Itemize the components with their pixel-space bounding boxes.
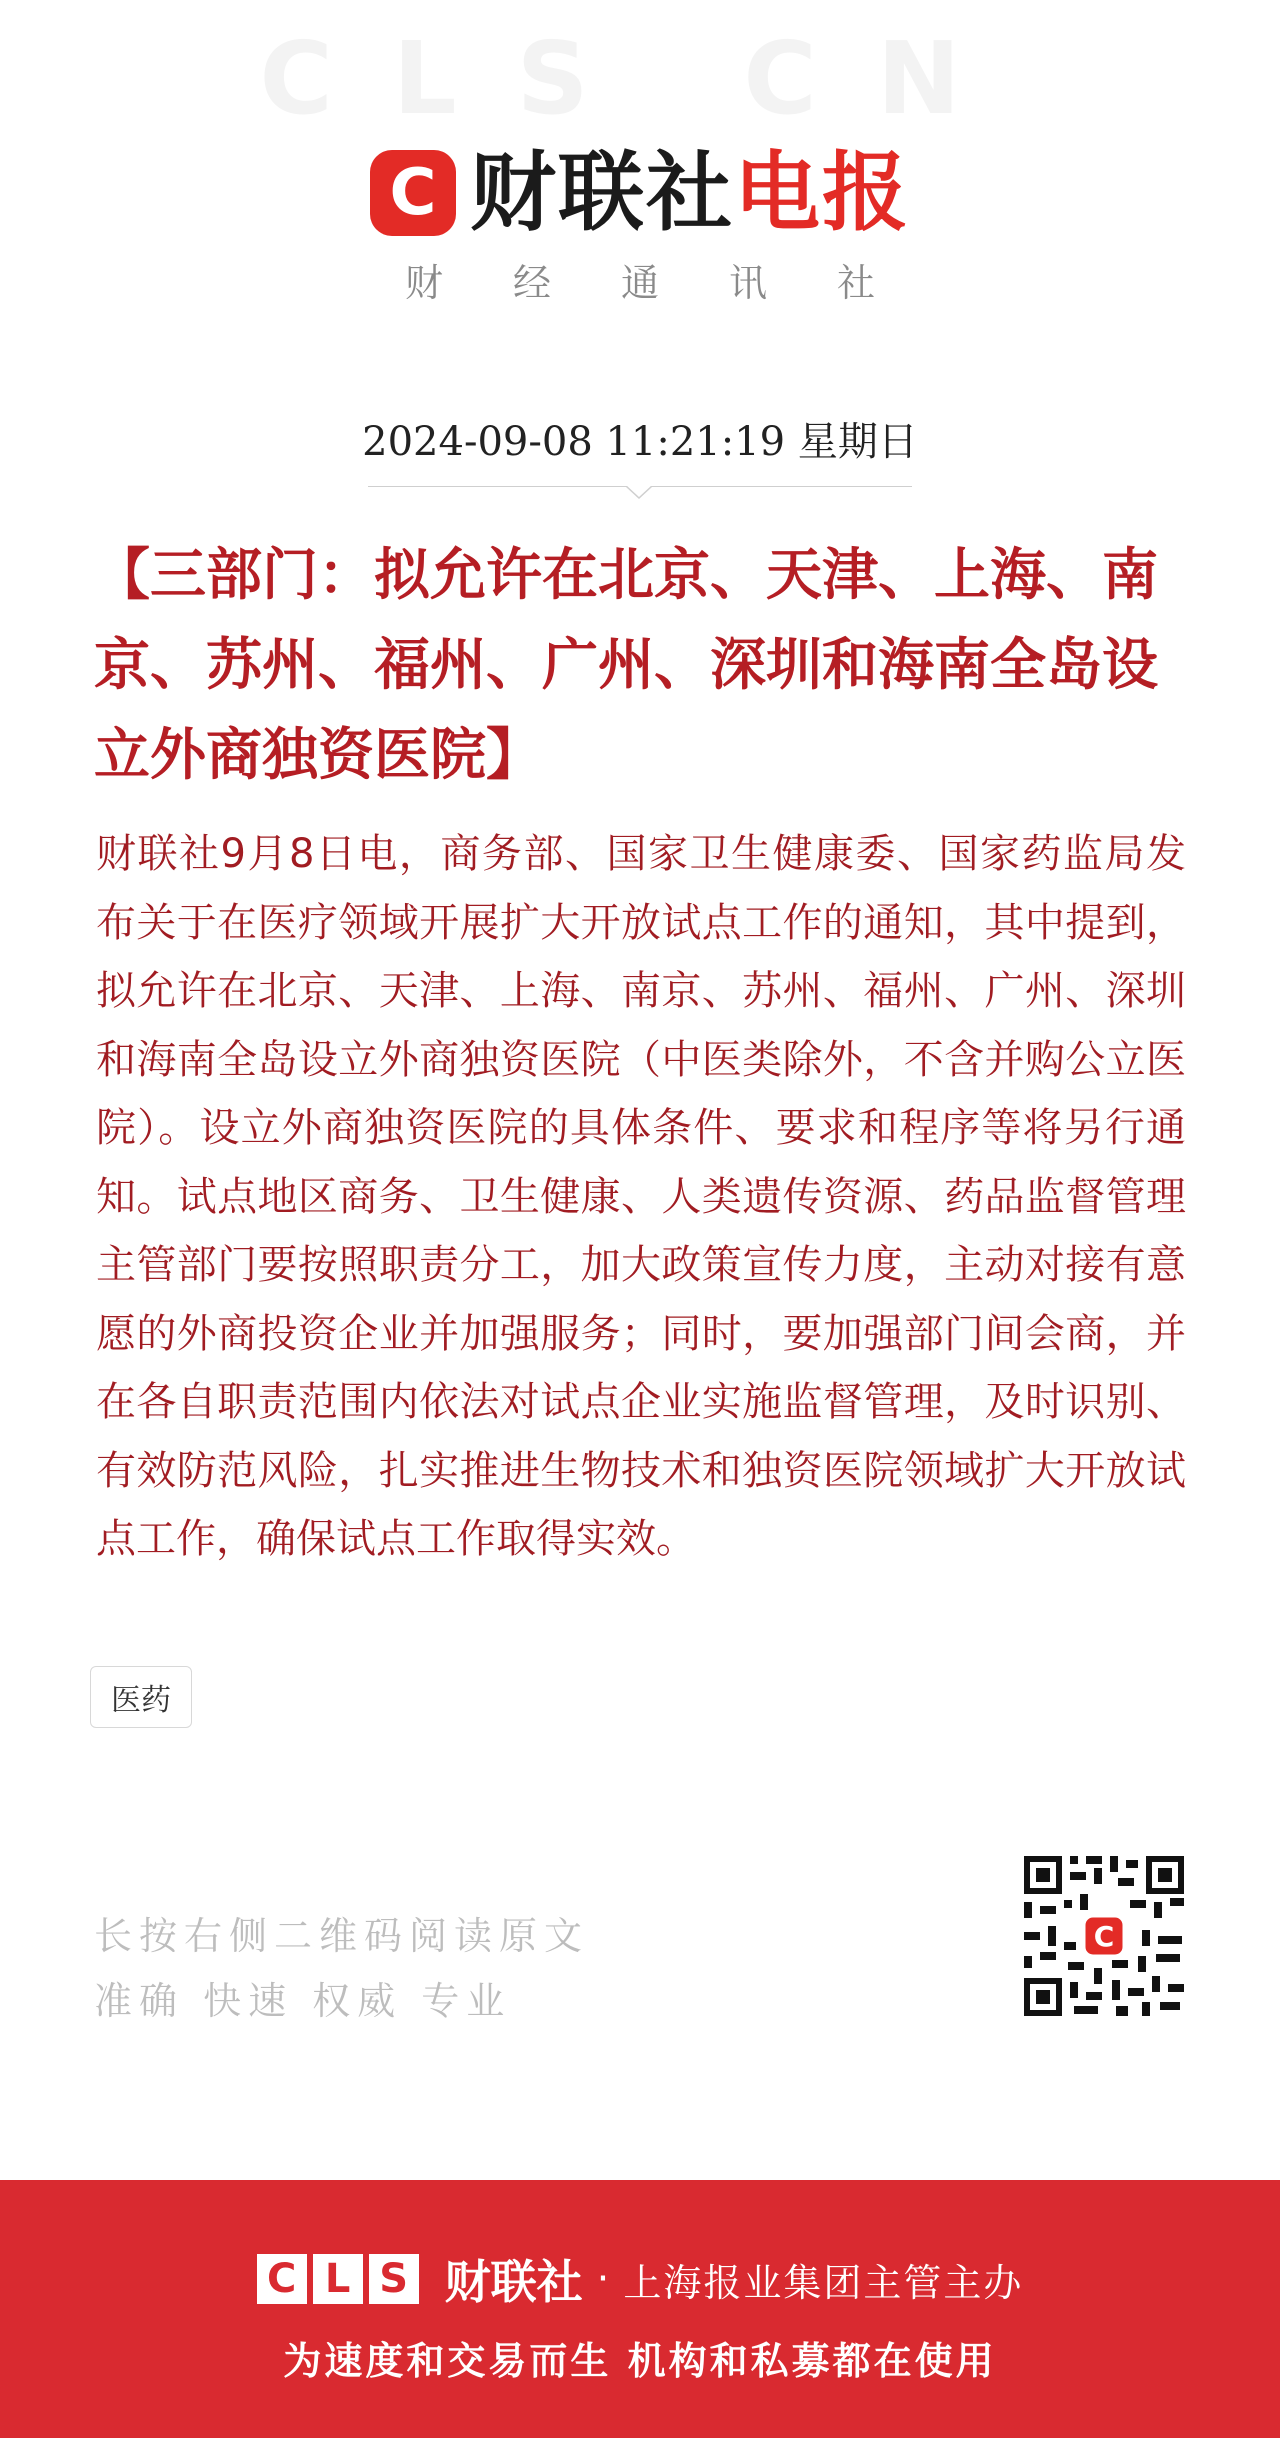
footer-read-original: 长按右侧二维码阅读原文: [94, 1914, 590, 1958]
cls-wordmark-icon: [257, 2254, 425, 2304]
cls-letter-c: C: [257, 2254, 307, 2304]
qr-code-icon[interactable]: [1020, 1852, 1188, 2020]
cls-letter-s: S: [369, 2254, 419, 2304]
banner-dot: ·: [596, 2256, 610, 2302]
watermark: CLS CN: [259, 20, 1021, 137]
cls-letter-l: L: [313, 2254, 363, 2304]
brand-subtitle: 财经通讯社: [404, 261, 945, 305]
banner-row-1: [0, 2246, 1280, 2312]
brand-name: 财联社: [470, 143, 734, 243]
brand-name-red: 电报: [734, 143, 910, 243]
cls-logo-icon: [370, 150, 456, 236]
banner-slogan-1: 上海报业集团主管主办: [623, 2260, 1024, 2305]
brand-header: [0, 138, 1280, 248]
divider-caret-icon: [626, 486, 652, 500]
bottom-banner: [0, 2180, 1280, 2438]
news-headline: 【三部门：拟允许在北京、天津、上海、南京、苏州、福州、广州、深圳和海南全岛设立外商独资医院】: [94, 542, 1158, 788]
qr-center-letter: C: [1093, 1920, 1115, 1953]
news-body: 财联社9月8日电，商务部、国家卫生健康委、国家药监局发布关于在医疗领域开展扩大开放试点工作的通知，其中提到，拟允许在北京、天津、上海、南京、苏州、福州、广州、深圳和海南全岛设立外商独资医院（中医类除外，不含并购公立医院）。设立外商独资医院的具体条件、要求和程序等将另行通知。试点地区商务、卫生健康、人类遗传资源、药品监督管理主管部门要按照职责分工，加大政策宣传力度，主动对接有意愿的外商投资企业并加强服务；同时，要加强部门间会商，并在各自职责范围内依法对试点企业实施监督管理，及时识别、有效防范风险，扎实推进生物技术和独资医院领域扩大开放试点工作，确保试点工作取得实效。: [96, 831, 1186, 1562]
logo-letter: C: [389, 156, 437, 230]
footer-slogan: 准确 快速 权威 专业: [94, 1979, 512, 2023]
category-tag[interactable]: 医药: [90, 1666, 192, 1728]
publish-datetime: 2024-09-08 11:21:19 星期日: [362, 419, 918, 465]
banner-slogan-2: 为速度和交易而生 机构和私募都在使用: [283, 2339, 997, 2383]
banner-brand: 财联社: [444, 2255, 583, 2309]
